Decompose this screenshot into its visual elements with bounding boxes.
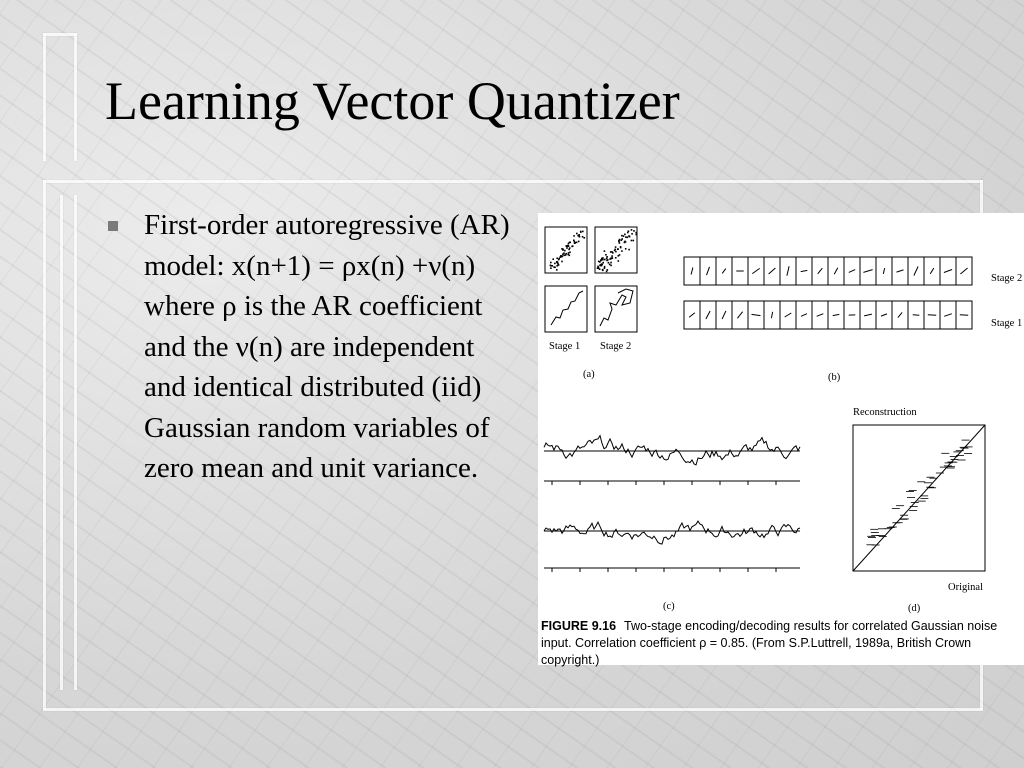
scatter-dot [604,250,606,252]
scatter-dot [553,266,555,268]
scatter-dot [624,234,626,236]
scatter-dot [552,265,554,267]
frame-line-mid-horizontal [43,180,983,183]
frame-line-top-vertical-2 [74,33,77,161]
scatter-dot [631,240,633,242]
scatter-dot [633,230,635,232]
scatter-dot [623,235,625,237]
strip-segment [691,268,693,275]
strip-segment [801,314,807,317]
scatter-dot [609,264,611,266]
scatter-dot [558,258,560,260]
scatter-dot [576,242,578,244]
scatter-dot [625,236,627,238]
figure-caption-label: FIGURE 9.16 [541,619,617,633]
scatter-dot [574,242,576,244]
panel-d [853,407,985,614]
strip-segment [722,269,726,274]
scatter-dot [625,248,627,250]
scatter-dot [580,231,582,233]
scatter-dot [550,265,552,267]
scatter-dot [608,262,610,264]
stage-2-label: Stage 2 [600,341,632,352]
scatter-dot [569,242,571,244]
frame-line-left-vertical [43,180,46,710]
scatter-dot [619,242,621,244]
panel-a-trace-2 [600,289,633,326]
scatter-dot [615,251,617,253]
strip-segment [833,314,840,315]
scatter-dot [561,261,563,263]
panel-a-scatter-dots-1 [550,231,586,271]
panel-b-label: (b) [828,372,841,383]
slide-title: Learning Vector Quantizer [105,71,680,131]
strip-segment [689,313,695,318]
scatter-dot [607,259,609,261]
scatter-dot [602,258,604,260]
scatter-dot [635,234,637,236]
scatter-dot [604,266,606,268]
scatter-dot [618,255,620,257]
scatter-dot [562,249,564,251]
scatter-dot [628,249,630,251]
strip-stage-1-label: Stage 1 [991,318,1023,329]
scatter-dot [614,249,616,251]
panel-c-ticks-1 [552,481,776,485]
strip-segment [897,270,904,272]
scatter-dot [600,259,602,261]
scatter-dot [621,235,623,237]
panel-d-scatter-dashes [866,440,972,545]
scatter-dot [618,241,620,243]
strip-segment [752,268,759,273]
scatter-dot [631,233,633,235]
scatter-dot [564,250,566,252]
strip-segment [898,312,902,317]
scatter-dot [552,258,554,260]
scatter-dot [627,232,629,234]
strip-segment [771,312,772,318]
strip-segment [944,314,952,317]
scatter-dot [604,267,606,269]
strip-segment [769,268,776,274]
scatter-dot [604,259,606,261]
scatter-dot [609,258,611,260]
scatter-dot [610,262,612,264]
scatter-dot [556,265,558,267]
figure-9-16 [538,213,1024,665]
scatter-dot [628,235,630,237]
strip-segment [722,311,726,319]
figure-caption-text: Two-stage encoding/decoding results for correlated Gaussian noise input. Correlation coefficient ρ = 0.85. (From S.P.Luttrell, 1989a, British Crown copyright.) [541,619,998,667]
strip-stage-2-label: Stage 2 [991,273,1023,284]
scatter-dot [621,238,623,240]
scatter-dot [612,257,614,259]
scatter-dot [601,264,603,266]
scatter-dot [618,260,620,262]
scatter-dot [624,241,626,243]
scatter-dot [584,237,586,239]
scatter-dot [576,233,578,235]
scatter-dot [606,258,608,260]
scatter-dot [582,236,584,238]
scatter-dot [611,251,613,253]
panel-c-label: (c) [663,601,675,612]
scatter-dot [563,252,565,254]
scatter-dot [599,261,601,263]
strip-segment [752,314,761,315]
strip-segment [914,267,918,276]
strip-segment [801,270,808,271]
scatter-dot [602,270,604,272]
panel-b-strip-stage-2 [684,257,972,285]
scatter-dot [617,248,619,250]
panel-a-trace-1 [551,291,583,325]
scatter-dot [606,271,608,273]
scatter-dot [619,239,621,241]
scatter-dot [550,262,552,264]
strip-segment [863,270,872,273]
strip-segment [785,313,792,317]
scatter-dot [582,231,584,233]
scatter-dot [556,258,558,260]
strip-segment [960,315,968,316]
scatter-dot [610,265,612,267]
panel-a-trace-box-2 [595,286,637,332]
panel-c [544,436,800,612]
strip-segment [930,268,934,274]
scatter-dot [574,241,576,243]
panel-a-scatter-dots-2 [597,229,637,272]
original-label: Original [948,582,983,593]
scatter-dot [615,246,617,248]
bullet-text: First-order autoregressive (AR) model: x(n+1) = ρx(n) +ν(n) where ρ is the AR coefficient and the ν(n) are independent and identical distributed (iid) Gaussian random variables of zero mean and unit variance. [144,209,510,484]
strip-segment [817,314,824,317]
panel-d-label: (d) [908,603,921,614]
scatter-dot [578,234,580,236]
scatter-dot [620,246,622,248]
strip-segment [881,314,887,316]
strip-segment [849,270,855,273]
panel-a [545,227,637,380]
scatter-dot [597,267,599,269]
scatter-dot [550,267,552,269]
strip-segment [706,311,710,319]
scatter-dot [602,262,604,264]
scatter-dot [615,257,617,259]
scatter-dot [602,259,604,261]
strip-segment [913,315,920,316]
scatter-dot [627,237,629,239]
panel-c-ticks-2 [552,568,776,572]
strip-segment [787,266,789,275]
scatter-dot [566,247,568,249]
scatter-dot [600,264,602,266]
scatter-dot [558,264,560,266]
scatter-dot [569,247,571,249]
scatter-dot [635,232,637,234]
scatter-dot [631,229,633,231]
scatter-dot [605,254,607,256]
scatter-dot [567,254,569,256]
panel-c-waveform-2 [544,521,800,544]
scatter-dot [572,245,574,247]
strip-segment [944,270,952,273]
scatter-dot [611,255,613,257]
scatter-dot [565,245,567,247]
stage-1-label: Stage 1 [549,341,581,352]
scatter-dot [633,240,635,242]
frame-line-top-horizontal [43,33,77,36]
frame-line-left-vertical-3 [74,195,77,690]
figure-panels [538,213,1024,618]
scatter-dot [568,252,570,254]
frame-line-bottom-horizontal [43,708,983,711]
scatter-dot [573,235,575,237]
scatter-dot [578,241,580,243]
panel-b-strip-stage-1 [684,301,972,329]
scatter-dot [556,262,558,264]
frame-line-left-vertical-2 [60,195,63,690]
strip-segment [707,267,710,275]
strip-segment [737,312,742,319]
strip-segment [883,268,884,274]
panel-c-waveform-1 [544,436,800,465]
scatter-dot [554,263,556,265]
scatter-dot [560,255,562,257]
strip-segment [818,268,823,274]
strip-segment [834,268,838,274]
panel-a-label: (a) [583,369,595,380]
scatter-dot [565,253,567,255]
strip-segment [864,314,872,316]
scatter-dot [564,255,566,257]
figure-caption [541,618,1021,669]
scatter-dot [606,256,608,258]
scatter-dot [621,250,623,252]
scatter-dot [556,269,558,271]
scatter-dot [578,236,580,238]
scatter-dot [569,252,571,254]
strip-segment [960,268,967,274]
reconstruction-label: Reconstruction [853,407,917,418]
frame-line-top-vertical [43,33,46,161]
bullet-marker [108,221,118,231]
scatter-dot [607,269,609,271]
panel-b [684,257,1022,383]
